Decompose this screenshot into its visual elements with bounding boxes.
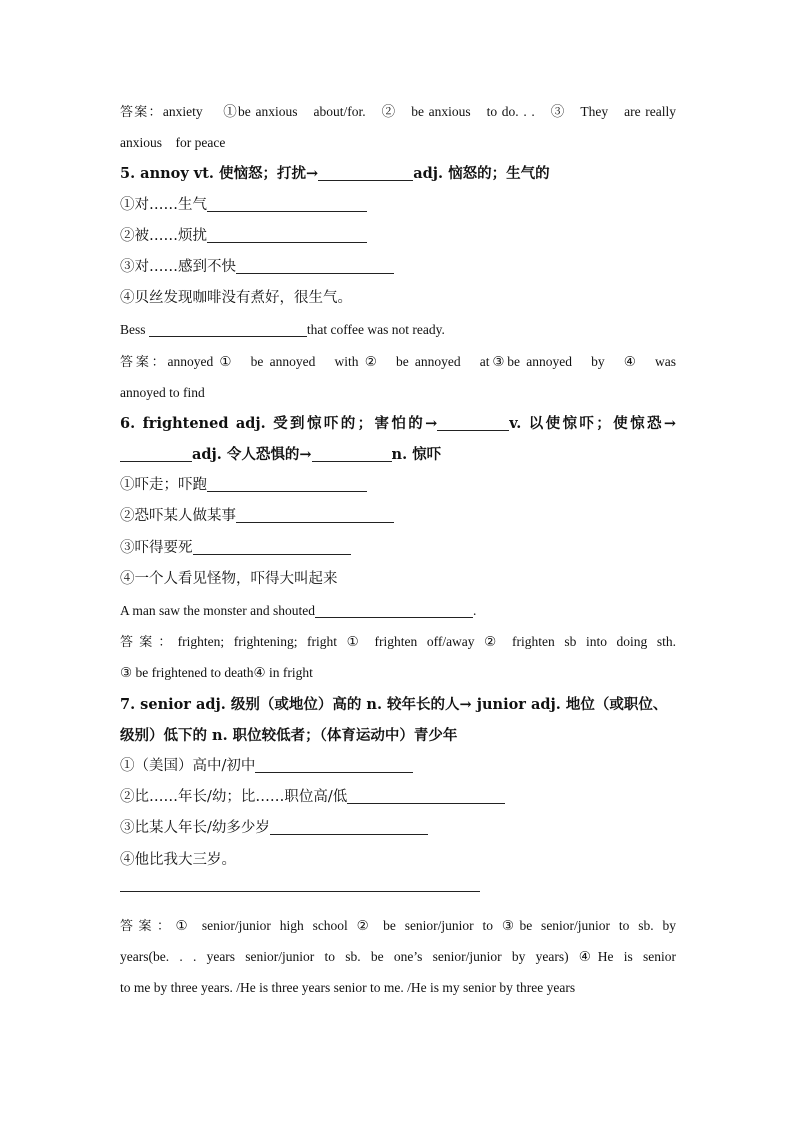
fill-blank[interactable] — [207, 224, 367, 243]
question-text: ②恐吓某人做某事 — [120, 508, 236, 525]
item-6-q4-english — [120, 595, 676, 626]
fill-blank[interactable] — [312, 443, 392, 462]
item-6-q1 — [120, 470, 676, 501]
answer-4-line-1 — [120, 96, 676, 127]
fill-blank[interactable] — [347, 785, 505, 804]
fill-blank[interactable] — [318, 162, 413, 181]
item-5-heading-b: adj. 恼怒的；生气的 — [413, 165, 550, 183]
fill-blank-line[interactable] — [120, 890, 480, 892]
item-6-heading-c: adj. 令人恐惧的→ — [192, 446, 312, 464]
answer-5-line-1 — [120, 346, 676, 377]
item-7-heading-line-2: 级别）低下的 n. 职位较低者；（体育运动中）青少年 — [120, 726, 458, 744]
item-5-q4-english — [120, 314, 676, 345]
sentence-start: A man saw the monster and shouted — [120, 603, 315, 618]
question-text: ③比某人年长/幼多少岁 — [120, 820, 270, 837]
item-7-heading-line-1: 7. senior adj. 级别（或地位）高的 n. 较年长的人→ junior adj. 地位（或职位、 — [120, 695, 668, 713]
question-text: ②被……烦扰 — [120, 227, 207, 244]
answer-7-line-1 — [120, 910, 676, 941]
item-5-q2 — [120, 221, 676, 252]
fill-blank[interactable] — [120, 443, 192, 462]
item-7-q3 — [120, 813, 676, 844]
fill-blank[interactable] — [315, 599, 473, 618]
sentence-end: that coffee was not ready. — [306, 322, 445, 338]
item-5-q3 — [120, 252, 676, 283]
item-6-q3 — [120, 533, 676, 564]
answer-text: annoyed ① be annoyed with ② be annoyed at③be annoyed by ④ was — [167, 353, 676, 369]
fill-blank[interactable] — [193, 536, 351, 555]
question-text: ①吓走；吓跑 — [120, 477, 207, 494]
answer-text: frighten; frightening; fright ① frighten off/away ② frighten sb into doing sth. — [177, 634, 676, 650]
item-5-heading-a: 5. annoy vt. 使恼怒；打扰→ — [120, 165, 319, 183]
sentence-start: Bess — [120, 322, 149, 338]
answer-5-line-2: annoyed to find — [120, 384, 205, 400]
answer-text: ① senior/junior high school ② be senior/junior to ③be senior/junior to sb. by — [175, 917, 676, 933]
answer-4-line-2: anxious for peace — [120, 135, 226, 151]
fill-blank[interactable] — [255, 754, 413, 773]
fill-blank[interactable] — [236, 255, 394, 274]
question-text: ①对……生气 — [120, 196, 207, 213]
answer-text: anxiety ①be anxious about/for. ② be anxious to do. . . ③ They are really — [162, 104, 676, 119]
item-6-q2 — [120, 501, 676, 532]
answer-label: 答案： — [120, 105, 163, 120]
item-6-heading-line-1 — [120, 408, 676, 439]
answer-6-line-2: ③ be frightened to death④ in fright — [120, 665, 313, 681]
item-6-q4: ④一个人看见怪物，吓得大叫起来 — [120, 570, 338, 587]
fill-blank[interactable] — [149, 318, 307, 337]
item-5-q4: ④贝丝发现咖啡没有煮好，很生气。 — [120, 290, 352, 307]
answer-7-line-3: to me by three years. /He is three years senior to me. /He is my senior by three years — [120, 980, 576, 996]
item-6-heading-d: n. 惊吓 — [391, 446, 442, 464]
item-7-q1 — [120, 751, 676, 782]
item-6-heading-a: 6. frightened adj. 受到惊吓的；害怕的→ — [120, 414, 438, 432]
answer-label: 答案： — [120, 354, 168, 370]
sentence-end: . — [472, 603, 477, 618]
answer-7-line-2: years(be. . . years senior/junior to sb. be one’s senior/junior by years) ④He is senior — [120, 948, 676, 964]
item-7-q4: ④他比我大三岁。 — [120, 851, 236, 868]
item-7-answer-line — [120, 876, 676, 910]
item-6-heading-line-2 — [120, 439, 676, 470]
question-text: ③吓得要死 — [120, 539, 193, 556]
question-text: ①（美国）高中/初中 — [120, 757, 256, 774]
item-5-heading — [120, 158, 676, 189]
fill-blank[interactable] — [207, 473, 367, 492]
fill-blank[interactable] — [270, 816, 428, 835]
answer-6-line-1 — [120, 626, 676, 657]
fill-blank[interactable] — [207, 193, 367, 212]
question-text: ②比……年长/幼；比……职位高/低 — [120, 789, 348, 806]
item-7-q2 — [120, 782, 676, 813]
question-text: ③对……感到不快 — [120, 258, 236, 275]
fill-blank[interactable] — [437, 412, 509, 431]
fill-blank[interactable] — [236, 504, 394, 523]
item-6-heading-b: v. 以使惊吓；使惊恐→ — [509, 414, 676, 432]
answer-label: 答案： — [120, 918, 176, 934]
document-page — [120, 96, 676, 1003]
item-5-q1 — [120, 190, 676, 221]
answer-label: 答案： — [120, 635, 178, 651]
